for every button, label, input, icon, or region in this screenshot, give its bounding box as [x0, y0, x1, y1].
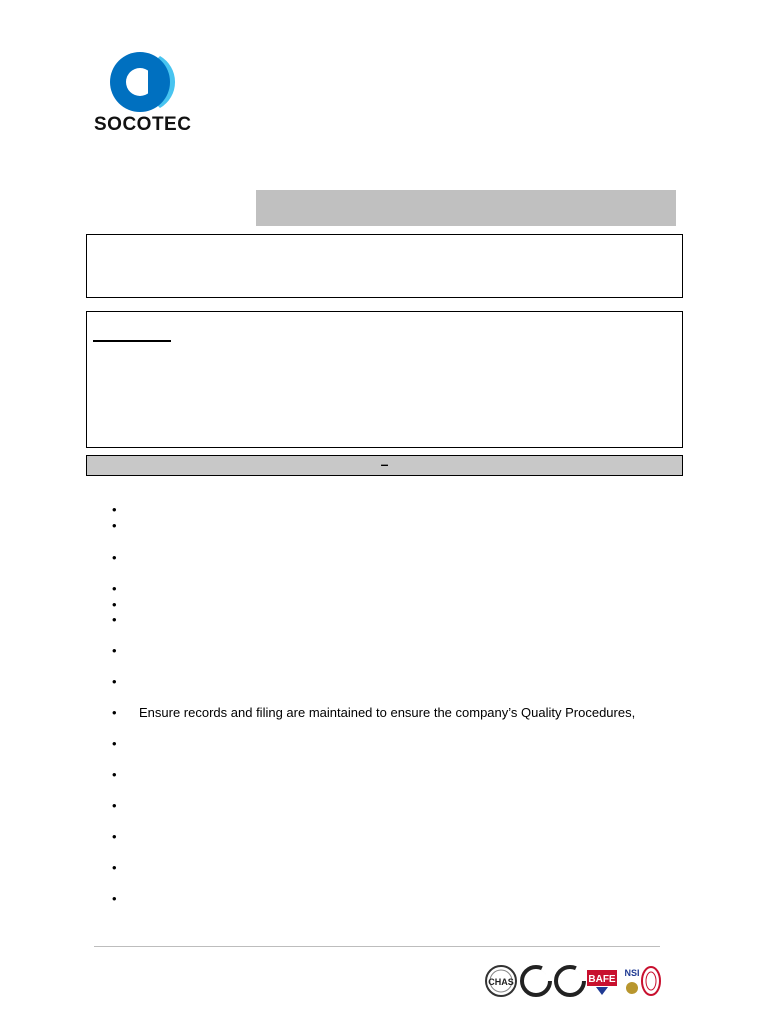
company-logo	[92, 50, 202, 140]
logo-wordmark: SOCOTEC	[94, 114, 192, 135]
safecontractor-logo-icon	[520, 965, 552, 997]
section-band-label: –	[380, 456, 389, 472]
list-item	[112, 704, 672, 722]
details-box	[86, 311, 683, 448]
list-item	[112, 797, 672, 815]
bafe-logo-text: BAFE	[588, 974, 616, 985]
chas-logo-text: CHAS	[488, 977, 514, 987]
footer-accreditation-logos	[484, 962, 664, 1000]
list-item	[112, 828, 672, 846]
bullet-icon: •	[112, 597, 117, 612]
bullet-icon: •	[112, 612, 117, 627]
chas-logo-icon	[484, 964, 518, 998]
bullet-icon: •	[112, 767, 117, 782]
list-item-text: Ensure records and filing are maintained to ensure the company’s Quality Procedures,	[139, 705, 636, 720]
list-item	[112, 517, 672, 535]
bullet-icon: •	[112, 674, 117, 689]
bullet-icon: •	[112, 798, 117, 813]
title-band	[256, 190, 676, 226]
bullet-icon: •	[112, 705, 117, 720]
footer-divider	[94, 946, 660, 947]
section-band	[86, 455, 683, 476]
safecontractor-logo-icon	[554, 965, 586, 997]
socotec-logo-icon	[108, 50, 188, 114]
nsi-logo-text: NSI	[624, 968, 640, 978]
bullet-icon: •	[112, 860, 117, 875]
bafe-logo-icon	[586, 965, 618, 997]
bullet-icon: •	[112, 643, 117, 658]
bullet-icon: •	[112, 736, 117, 751]
summary-box	[86, 234, 683, 298]
nsi-logo-icon	[622, 964, 642, 998]
details-heading-underline	[93, 326, 171, 342]
list-item	[112, 859, 672, 877]
bullet-icon: •	[112, 550, 117, 565]
bullet-icon: •	[112, 502, 117, 517]
list-item	[112, 611, 672, 629]
list-item	[112, 890, 672, 908]
list-item	[112, 549, 672, 567]
list-item	[112, 642, 672, 660]
bullet-icon: •	[112, 518, 117, 533]
seal-logo-icon	[640, 964, 662, 998]
bullet-icon: •	[112, 581, 117, 596]
bullet-icon: •	[112, 829, 117, 844]
bullet-icon: •	[112, 891, 117, 906]
list-item	[112, 673, 672, 691]
list-item	[112, 735, 672, 753]
list-item	[112, 766, 672, 784]
